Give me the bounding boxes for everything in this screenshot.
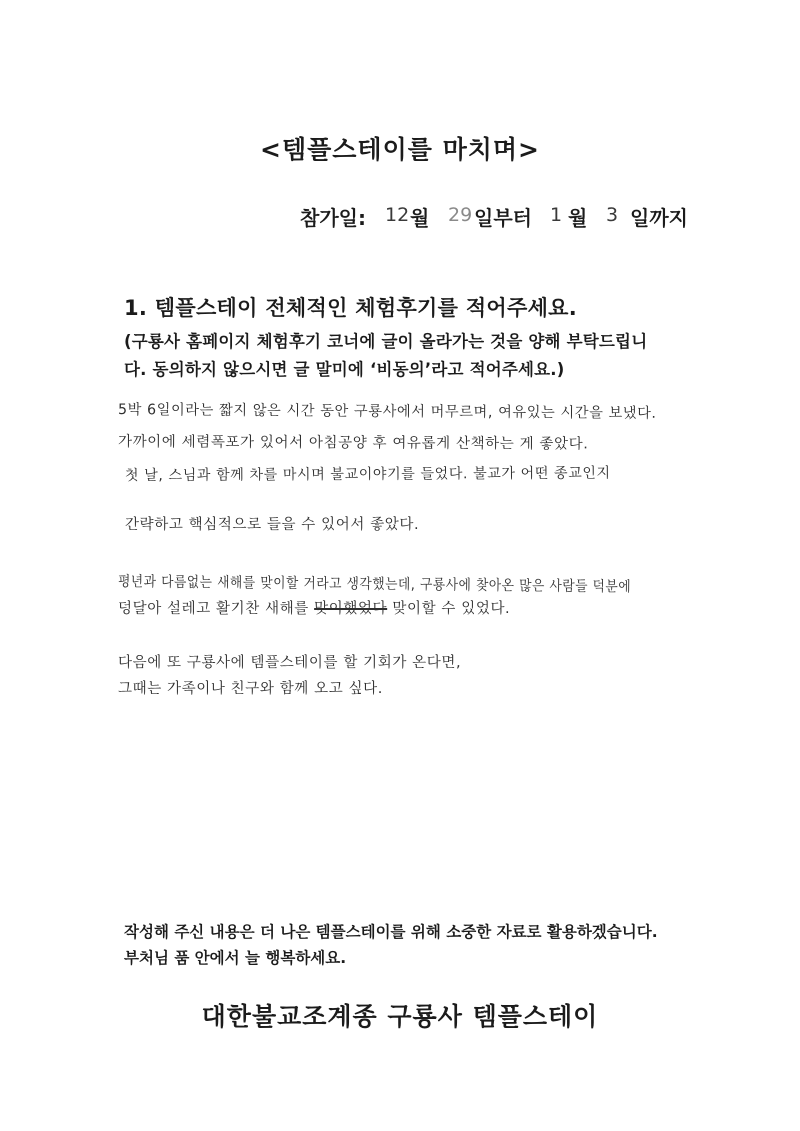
period-label: 참가일: [300,206,366,230]
from-text: 일부터 [474,206,532,230]
handwritten-line-5: 평년과 다름없는 새해를 맞이할 거라고 생각했는데, 구룡사에 찾아온 많은 사람들 덕분에 [117,574,632,596]
end-month-unit: 월 [568,206,588,230]
section-1-heading: 1. 템플스테이 전체적인 체험후기를 적어주세요. [124,296,578,320]
struck-out-word: 맞이했었다 [314,601,388,617]
end-month-value: 1 [550,204,563,226]
until-text: 일까지 [630,206,688,230]
form-title: <템플스테이를 마치며> [260,135,540,164]
start-month-value: 12 [385,204,410,226]
handwritten-line-6 [118,597,510,618]
handwritten-line-8: 그때는 가족이나 친구와 함께 오고 싶다. [118,681,383,697]
start-day-value: 29 [448,204,473,226]
handwritten-line-2: 가까이에 세렴폭포가 있어서 아침공양 후 여유롭게 산책하는 게 좋았다. [117,434,589,453]
handwritten-line-1: 5박 6일이라는 짧지 않은 시간 동안 구룡사에서 머무르며, 여유있는 시간을 보냈다. [117,402,657,422]
consent-note-line-1: (구룡사 홈페이지 체험후기 코너에 글이 올라가는 것을 양해 부탁드립니 [124,332,648,351]
footer-note-line-1: 작성해 주신 내용은 더 나은 템플스테이를 위해 소중한 자료로 활용하겠습니다. [124,923,658,941]
consent-note-line-2: 다. 동의하지 않으시면 글 말미에 ‘비동의’라고 적어주세요.) [124,360,565,379]
handwritten-line-3: 첫 날, 스님과 함께 차를 마시며 불교이야기를 들었다. 불교가 어떤 종교인지 [124,465,611,484]
line-6-text-after: 맞이할 수 있었다. [387,601,511,617]
participation-period [300,202,760,236]
handwritten-line-4: 간략하고 핵심적으로 들을 수 있어서 좋았다. [125,517,420,533]
start-month-unit: 월 [410,206,430,230]
footer-note-line-2: 부처님 품 안에서 늘 행복하세요. [124,949,347,967]
line-6-text-before: 덩달아 설레고 활기찬 새해를 [118,601,315,617]
organization-name: 대한불교조계종 구룡사 템플스테이 [201,1002,599,1031]
end-day-value: 3 [606,204,619,226]
handwritten-line-7: 다음에 또 구룡사에 템플스테이를 할 기회가 온다면, [118,655,462,671]
